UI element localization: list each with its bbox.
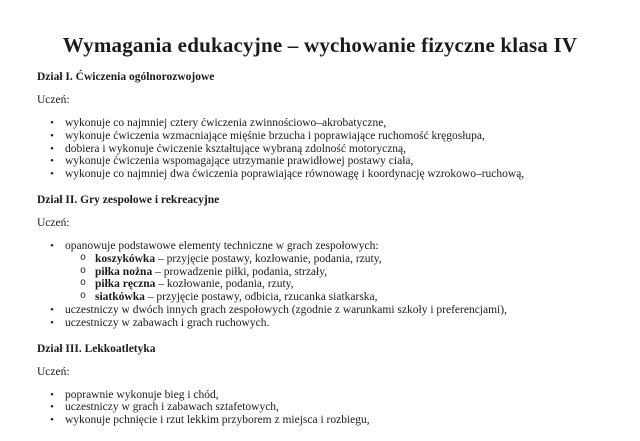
bullet-text: wykonuje ćwiczenia wzmacniające mięśnie brzucha i poprawiające ruchomość kręgosłupa, — [65, 129, 485, 142]
sub-bullet-item — [37, 266, 620, 279]
bullet-item — [37, 317, 620, 330]
bullet-item — [37, 389, 620, 402]
bullet-icon: • — [50, 303, 54, 316]
bullet-text: wykonuje ćwiczenia wspomagające utrzymanie prawidłowej postawy ciała, — [65, 155, 414, 168]
bullet-item — [37, 143, 620, 156]
sub-bullet-item — [37, 278, 620, 291]
bullet-icon: • — [50, 316, 54, 329]
sub-bullet-item — [37, 253, 620, 266]
bullet-text: uczestniczy w dwóch innych grach zespołowych (zgodnie z warunkami szkoły i preferencjami), — [65, 303, 507, 316]
bullet-icon: • — [50, 142, 54, 155]
bullet-text: wykonuje co najmniej cztery ćwiczenia zwinnościowo–akrobatyczne, — [65, 117, 387, 129]
bullet-icon: • — [50, 401, 54, 414]
section-cwiczenia-ogolnorozwojowe — [37, 71, 620, 181]
bullet-item — [37, 414, 620, 427]
bullet-text: wykonuje co najmniej dwa ćwiczenia poprawiające równowagę i koordynację wzrokowo–ruchową, — [65, 168, 525, 181]
bullet-item — [37, 168, 620, 181]
sport-term: siatkówka — [95, 291, 145, 304]
uczen-label: Uczeń: — [37, 365, 70, 378]
bullet-text: opanowuje podstawowe elementy techniczne w grach zespołowych: — [65, 239, 379, 252]
bullet-icon: • — [50, 168, 54, 181]
bullet-text: uczestniczy w zabawach i grach ruchowych. — [65, 316, 270, 329]
circle-bullet-icon: o — [80, 252, 87, 264]
bullet-list — [37, 389, 620, 427]
bullet-text: wykonuje pchnięcie i rzut lekkim przyborem z miejsca i rozbiegu, — [65, 414, 370, 427]
bullet-icon: • — [50, 388, 54, 401]
bullet-item — [37, 155, 620, 168]
bullet-text: dobiera i wykonuje ćwiczenie kształtujące wybraną zdolność motoryczną, — [65, 142, 407, 155]
sport-term: koszykówka — [95, 252, 156, 265]
sub-bullet-item — [37, 291, 620, 304]
section-gry-zespolowe — [37, 194, 620, 330]
bullet-item — [37, 117, 620, 130]
bullet-list — [37, 117, 620, 181]
section-lekkoatletyka — [37, 343, 620, 427]
bullet-item — [37, 304, 620, 317]
circle-bullet-icon: o — [80, 278, 87, 290]
bullet-text: poprawnie wykonuje bieg i chód, — [65, 388, 219, 401]
section-heading: Dział III. Lekkoatletyka — [37, 342, 156, 355]
sport-term: piłka ręczna — [95, 278, 156, 291]
bullet-list — [37, 240, 620, 330]
sub-bullet-text: – przyjęcie postawy, odbicia, rzucanka siatkarska, — [144, 291, 378, 304]
bullet-text: uczestniczy w grach i zabawach sztafetowych, — [65, 401, 279, 414]
sub-bullet-text: – prowadzenie piłki, podania, strzały, — [152, 265, 328, 278]
bullet-item — [37, 240, 620, 253]
uczen-label: Uczeń: — [37, 94, 70, 106]
bullet-item — [37, 130, 620, 143]
sport-term: piłka nożna — [95, 265, 153, 278]
bullet-icon: • — [50, 117, 54, 129]
sub-bullet-text: – przyjęcie postawy, kozłowanie, podania, rzuty, — [155, 252, 382, 265]
bullet-icon: • — [50, 129, 54, 142]
uczen-label: Uczeń: — [37, 216, 70, 229]
circle-bullet-icon: o — [80, 291, 87, 303]
bullet-icon: • — [50, 155, 54, 168]
section-heading: Dział I. Ćwiczenia ogólnorozwojowe — [37, 71, 215, 83]
circle-bullet-icon: o — [80, 265, 87, 277]
bullet-item — [37, 401, 620, 414]
bullet-icon: • — [50, 239, 54, 252]
document-title: Wymagania edukacyjne – wychowanie fizyczne klasa IV — [62, 33, 578, 57]
section-heading: Dział II. Gry zespołowe i rekreacyjne — [37, 193, 220, 206]
bullet-icon: • — [50, 414, 54, 427]
sub-bullet-text: – kozłowanie, podania, rzuty, — [155, 278, 294, 291]
